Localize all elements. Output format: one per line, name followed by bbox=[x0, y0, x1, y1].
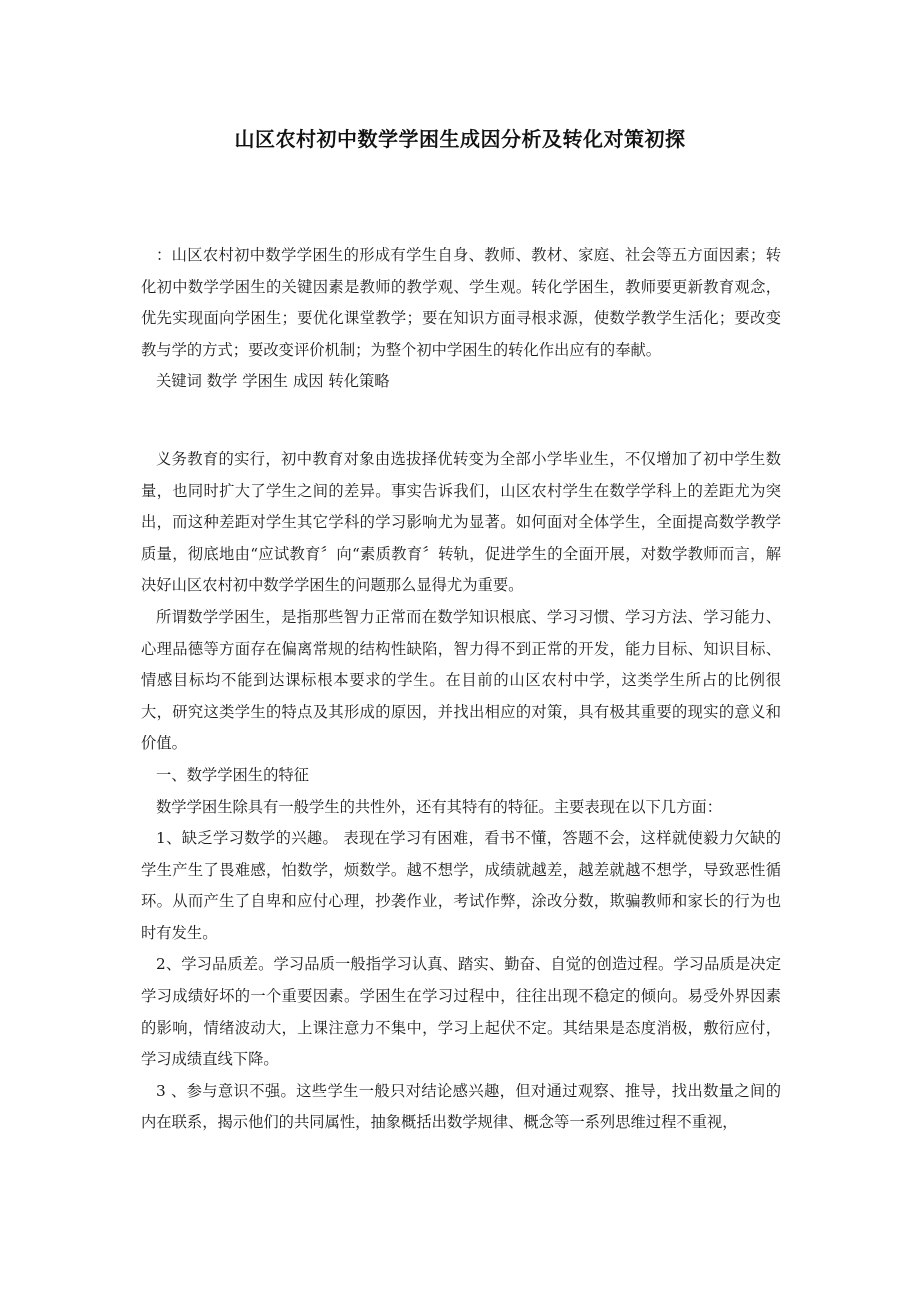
body-paragraph: 所谓数学学困生，是指那些智力正常而在数学知识根底、学习习惯、学习方法、学习能力、心理品德等方面存在偏离常规的结构性缺陷，智力得不到正常的开发，能力目标、知识目标、情感目标均不能到达课标根本要求的学生。在目前的山区农村中学，这类学生所占的比例很大，研究这类学生的特点及其形成的原因，并找出相应的对策，具有极其重要的现实的意义和价值。 bbox=[141, 607, 781, 753]
body-paragraph: 义务教育的实行，初中教育对象由选拔择优转变为全部小学毕业生，不仅增加了初中学生数量，也同时扩大了学生之间的差异。事实告诉我们，山区农村学生在数学学科上的差距尤为突出，而这种差距对学生其它学科的学习影响尤为显著。如何面对全体学生，全面提高数学教学质量，彻底地由“应试教育〞向“素质教育〞转轨，促进学生的全面开展，对数学教师而言，解决好山区农村初中数学学困生的问题那么显得尤为重要。 bbox=[141, 449, 781, 595]
section-spacer bbox=[141, 398, 781, 444]
document-title: 山区农村初中数学学困生成因分析及转化对策初探 bbox=[234, 127, 686, 151]
abstract-paragraph: ：山区农村初中数学学困生的形成有学生自身、教师、教材、家庭、社会等五方面因素；转化初中数学学困生的关键因素是教师的教学观、学生观。转化学困生，教师要更新教育观念，优先实现面向学困生；要优化课堂教学；要在知识方面寻根求源，使数学教学生活化；要改变教与学的方式；要改变评价机制；为整个初中学困生的转化作出应有的奉献。 bbox=[141, 246, 781, 359]
section-heading: 一、数学学困生的特征 bbox=[156, 765, 309, 784]
body-paragraph: 数学学困生除具有一般学生的共性外，还有其特有的特征。主要表现在以下几方面： bbox=[156, 797, 722, 816]
body-paragraph: 2、学习品质差。学习品质一般指学习认真、踏实、勤奋、自觉的创造过程。学习品质是决定学习成绩好坏的一个重要因素。学困生在学习过程中，往往出现不稳定的倾向。易受外界因素的影响，情绪波动大，上课注意力不集中，学习上起伏不定。其结果是态度消极，敷衍应付，学习成绩直线下降。 bbox=[141, 955, 781, 1069]
keywords-line: 关键词 数学 学困生 成因 转化策略 bbox=[156, 372, 390, 391]
body-paragraph: 3 、参与意识不强。这些学生一般只对结论感兴趣，但对通过观察、推导，找出数量之间的内在联系，揭示他们的共同属性，抽象概括出数学规律、概念等一系列思维过程不重视， bbox=[141, 1081, 781, 1132]
body-paragraph: 1、缺乏学习数学的兴趣。 表现在学习有困难，看书不懂，答题不会，这样就使毅力欠缺的学生产生了畏难感，怕数学，烦数学。越不想学，成绩就越差，越差就越不想学，导致恶性循环。从而产生了自卑和应付心理，抄袭作业，考试作弊，涂改分数，欺骗教师和家长的行为也时有发生。 bbox=[141, 829, 781, 942]
document-body bbox=[141, 240, 781, 1139]
